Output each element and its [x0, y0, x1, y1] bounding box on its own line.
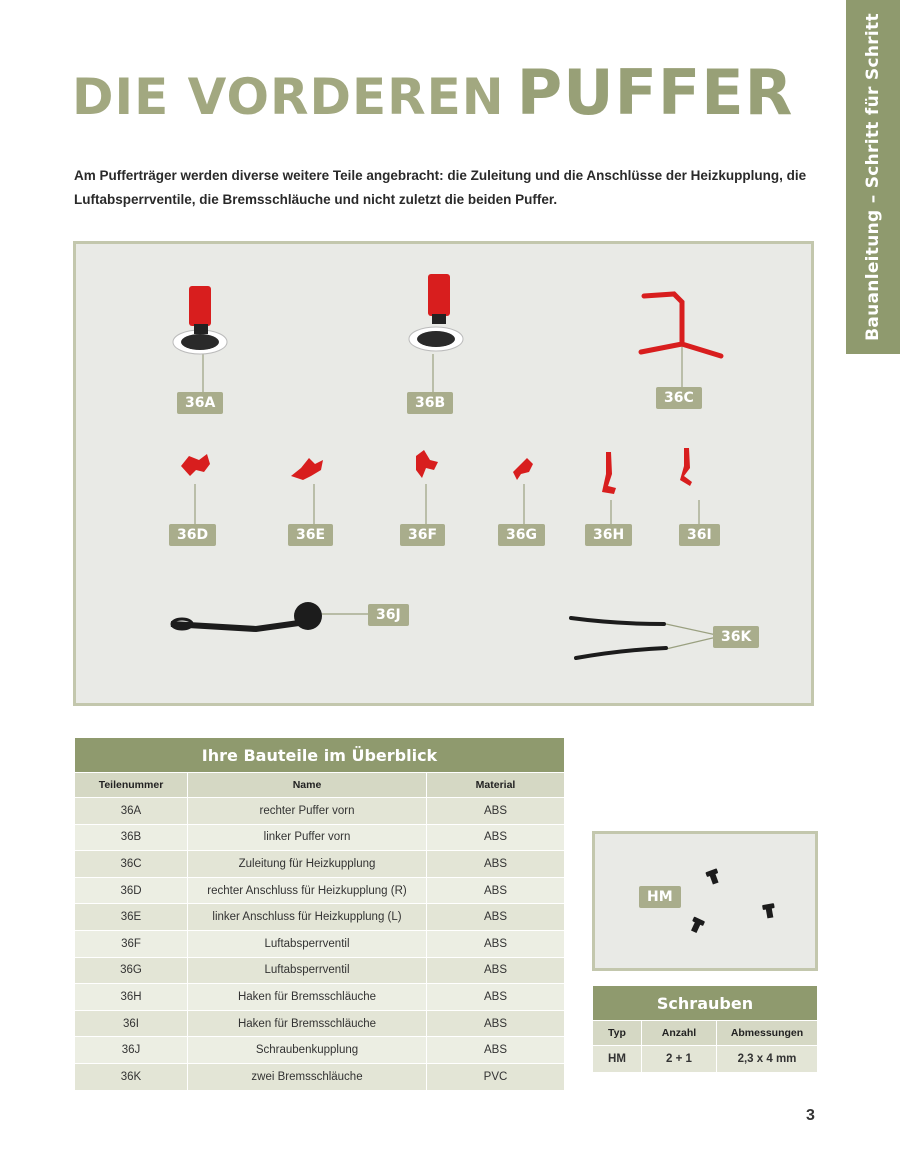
- label-36C: 36C: [656, 387, 702, 409]
- table-row: [75, 1037, 565, 1064]
- table-row: [75, 1010, 565, 1037]
- screws-col-size: Abmessungen: [717, 1021, 818, 1046]
- part-number: 36F: [75, 930, 188, 957]
- part-name: rechter Anschluss für Heizkupplung (R): [188, 877, 427, 904]
- part-material: ABS: [427, 877, 565, 904]
- parts-col-name: Name: [188, 773, 427, 798]
- part-number: 36A: [75, 798, 188, 825]
- part-number: 36K: [75, 1063, 188, 1090]
- part-36B-image: [409, 274, 463, 351]
- table-row: [75, 957, 565, 984]
- screws-photo: [595, 834, 815, 968]
- part-36C-image: [641, 294, 721, 356]
- part-material: ABS: [427, 824, 565, 851]
- table-row: [75, 1063, 565, 1090]
- parts-table-title: Ihre Bauteile im Überblick: [75, 738, 565, 773]
- part-material: ABS: [427, 798, 565, 825]
- label-36J: 36J: [368, 604, 409, 626]
- label-36A: 36A: [177, 392, 223, 414]
- part-material: ABS: [427, 904, 565, 931]
- part-36J-image: [171, 602, 322, 630]
- part-name: Zuleitung für Heizkupplung: [188, 851, 427, 878]
- part-name: Haken für Bremsschläuche: [188, 1010, 427, 1037]
- chapter-tab: [846, 0, 900, 354]
- table-row: [593, 1046, 818, 1073]
- table-row: [75, 904, 565, 931]
- part-name: linker Anschluss für Heizkupplung (L): [188, 904, 427, 931]
- table-row: [75, 798, 565, 825]
- parts-photo: [76, 244, 811, 703]
- part-36K-image: [571, 618, 666, 658]
- small-red-parts-image: [181, 448, 692, 494]
- screw-size: 2,3 x 4 mm: [717, 1046, 818, 1073]
- part-name: linker Puffer vorn: [188, 824, 427, 851]
- label-36H: 36H: [585, 524, 632, 546]
- parts-col-number: Teilenummer: [75, 773, 188, 798]
- label-36I: 36I: [679, 524, 720, 546]
- screws-table: [592, 985, 818, 1073]
- parts-col-material: Material: [427, 773, 565, 798]
- part-material: ABS: [427, 1010, 565, 1037]
- part-material: ABS: [427, 957, 565, 984]
- screw-type: HM: [593, 1046, 642, 1073]
- chapter-tab-label: Bauanleitung – Schritt für Schritt: [863, 13, 883, 341]
- table-row: [75, 877, 565, 904]
- parts-photo-panel: [73, 241, 814, 706]
- part-material: PVC: [427, 1063, 565, 1090]
- table-row: [75, 984, 565, 1011]
- label-36D: 36D: [169, 524, 216, 546]
- screw-count: 2 + 1: [642, 1046, 717, 1073]
- part-number: 36E: [75, 904, 188, 931]
- intro-text: Am Pufferträger werden diverse weitere Teile angebracht: die Zuleitung und die Anschlüsse der Heizkupplung, die Luftabsperrventile, die Bremsschläuche und nicht zuletzt die beiden Puffer.: [74, 168, 807, 207]
- part-number: 36I: [75, 1010, 188, 1037]
- label-36E: 36E: [288, 524, 333, 546]
- part-material: ABS: [427, 930, 565, 957]
- label-36B: 36B: [407, 392, 453, 414]
- part-name: rechter Puffer vorn: [188, 798, 427, 825]
- part-number: 36C: [75, 851, 188, 878]
- table-row: [75, 930, 565, 957]
- screws-col-count: Anzahl: [642, 1021, 717, 1046]
- screws-table-title: Schrauben: [593, 986, 818, 1021]
- part-number: 36D: [75, 877, 188, 904]
- part-number: 36G: [75, 957, 188, 984]
- label-36K: 36K: [713, 626, 759, 648]
- part-material: ABS: [427, 984, 565, 1011]
- part-number: 36J: [75, 1037, 188, 1064]
- screws-photo-panel: [592, 831, 818, 971]
- title-part1: DIE VORDEREN: [72, 68, 505, 126]
- screws-col-type: Typ: [593, 1021, 642, 1046]
- table-row: [75, 824, 565, 851]
- table-row: [75, 851, 565, 878]
- parts-table: [74, 737, 565, 1091]
- label-HM: HM: [639, 886, 681, 908]
- part-material: ABS: [427, 1037, 565, 1064]
- part-36A-image: [173, 286, 227, 354]
- screws-image: [688, 868, 776, 934]
- title-part2: PUFFER: [516, 56, 794, 129]
- part-name: zwei Bremsschläuche: [188, 1063, 427, 1090]
- part-name: Haken für Bremsschläuche: [188, 984, 427, 1011]
- part-material: ABS: [427, 851, 565, 878]
- page-number: 3: [806, 1107, 815, 1124]
- part-name: Schraubenkupplung: [188, 1037, 427, 1064]
- part-number: 36H: [75, 984, 188, 1011]
- part-number: 36B: [75, 824, 188, 851]
- part-name: Luftabsperrventil: [188, 957, 427, 984]
- label-36G: 36G: [498, 524, 545, 546]
- page-title: [72, 56, 794, 129]
- label-36F: 36F: [400, 524, 445, 546]
- part-name: Luftabsperrventil: [188, 930, 427, 957]
